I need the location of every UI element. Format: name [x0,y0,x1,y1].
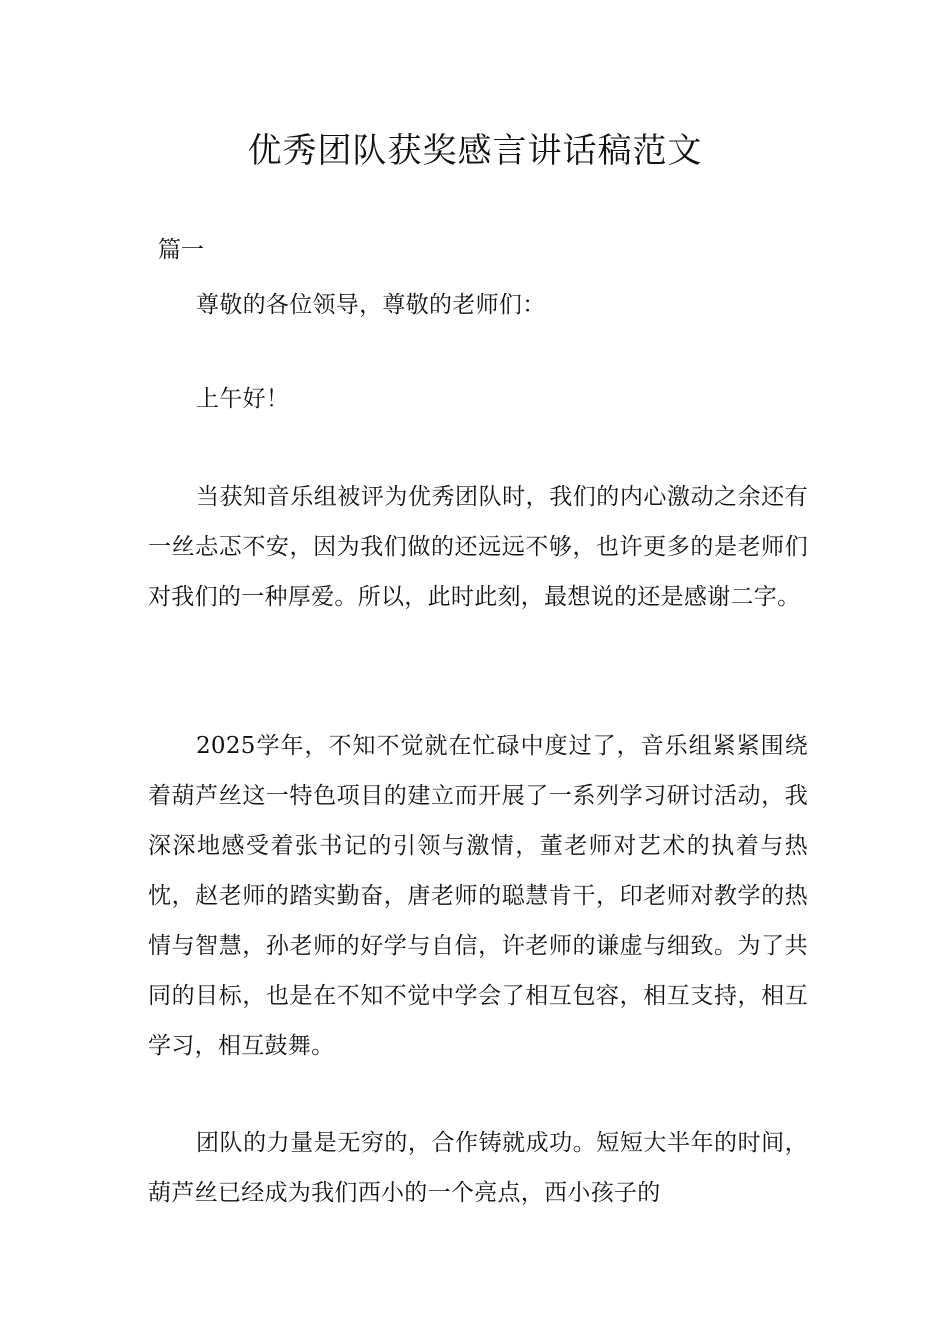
body-paragraph: 2025学年，不知不觉就在忙碌中度过了，音乐组紧紧围绕着葫芦丝这一特色项目的建立而开展了一系列学习研讨活动，我深深地感受着张书记的引领与激情，董老师对艺术的执着与热忱，赵老师的踏实勤奋，唐老师的聪慧肯干，印老师对教学的热情与智慧，孙老师的好学与自信，许老师的谦虚与细致。为了共同的目标，也是在不知不觉中学会了相互包容，相互支持，相互学习，相互鼓舞。 [148,733,808,1059]
body-paragraph: 团队的力量是无穷的，合作铸就成功。短短大半年的时间，葫芦丝已经成为我们西小的一个亮点，西小孩子的 [148,1130,808,1206]
document-title: 优秀团队获奖感言讲话稿范文 [247,131,703,171]
greeting-paragraph: 尊敬的各位领导，尊敬的老师们： [196,292,546,318]
body-paragraph: 当获知音乐组被评为优秀团队时，我们的内心激动之余还有一丝忐忑不安，因为我们做的还远远不够，也许更多的是老师们对我们的一种厚爱。所以，此时此刻，最想说的还是感谢二字。 [148,484,808,610]
salutation-paragraph: 上午好！ [196,386,290,412]
section-label: 篇一 [158,237,204,263]
